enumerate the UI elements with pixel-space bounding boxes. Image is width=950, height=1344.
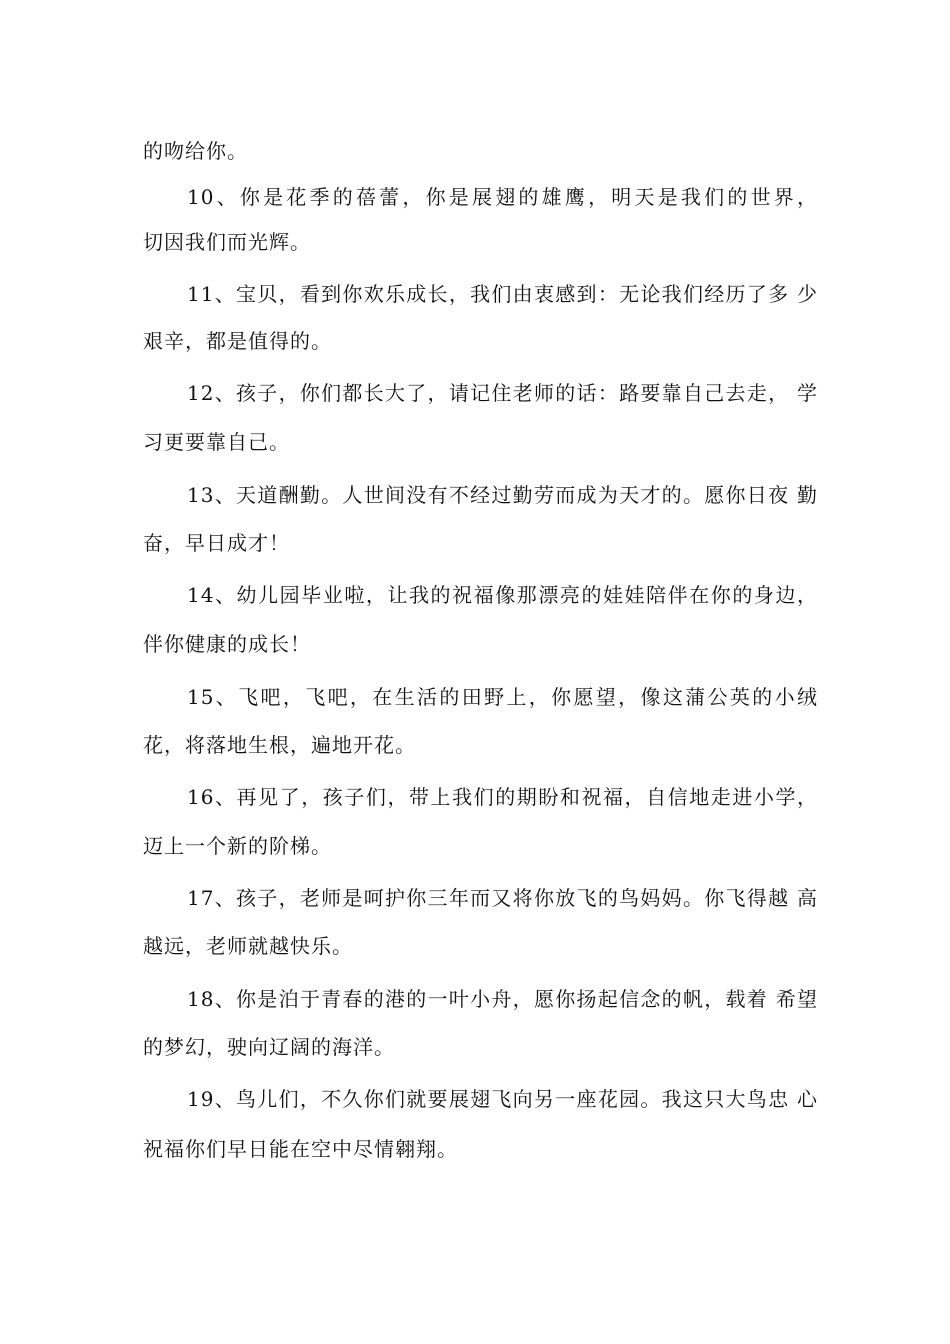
- paragraph-12-last-line: 习更要靠自己。: [143, 430, 290, 454]
- text-line: 的吻给你。: [143, 139, 248, 163]
- paragraph-16-first-line: 16、再见了，孩子们，带上我们的期盼和祝福，自信地走进小学，: [187, 785, 818, 809]
- paragraph-12-first-line: 12、孩子，你们都长大了，请记住老师的话：路要靠自己去走， 学: [187, 381, 818, 405]
- paragraph-19-first-line: 19、鸟儿们，不久你们就要展翅飞向另一座花园。我这只大鸟忠 心: [187, 1087, 818, 1111]
- paragraph-18-first-line: 18、你是泊于青春的港的一叶小舟，愿你扬起信念的帆，载着 希望: [187, 987, 818, 1011]
- paragraph-16-last-line: 迈上一个新的阶梯。: [143, 834, 332, 858]
- paragraph-19-last-line: 祝福你们早日能在空中尽情翱翔。: [143, 1137, 458, 1161]
- paragraph-11-first-line: 11、宝贝，看到你欢乐成长，我们由衷感到：无论我们经历了多 少: [187, 282, 818, 306]
- paragraph-13-last-line: 奋，早日成才！: [143, 531, 290, 555]
- paragraph-17-last-line: 越远，老师就越快乐。: [143, 934, 353, 958]
- paragraph-10-last-line: 切因我们而光辉。: [143, 230, 311, 254]
- paragraph-15-last-line: 花，将落地生根，遍地开花。: [143, 733, 416, 757]
- paragraph-10-first-line: 10、你是花季的蓓蕾，你是展翅的雄鹰，明天是我们的世界，: [187, 185, 818, 209]
- paragraph-14-first-line: 14、幼儿园毕业啦，让我的祝福像那漂亮的娃娃陪伴在你的身边，: [187, 583, 818, 607]
- paragraph-18-last-line: 的梦幻，驶向辽阔的海洋。: [143, 1035, 395, 1059]
- paragraph-14-last-line: 伴你健康的成长！: [143, 632, 311, 656]
- paragraph-11-last-line: 艰辛，都是值得的。: [143, 329, 332, 353]
- paragraph-17-first-line: 17、孩子，老师是呵护你三年而又将你放飞的鸟妈妈。你飞得越 高: [187, 886, 818, 910]
- paragraph-13-first-line: 13、天道酬勤。人世间没有不经过勤劳而成为天才的。愿你日夜 勤: [187, 483, 818, 507]
- paragraph-15-first-line: 15、飞吧，飞吧，在生活的田野上，你愿望，像这蒲公英的小绒: [187, 685, 818, 709]
